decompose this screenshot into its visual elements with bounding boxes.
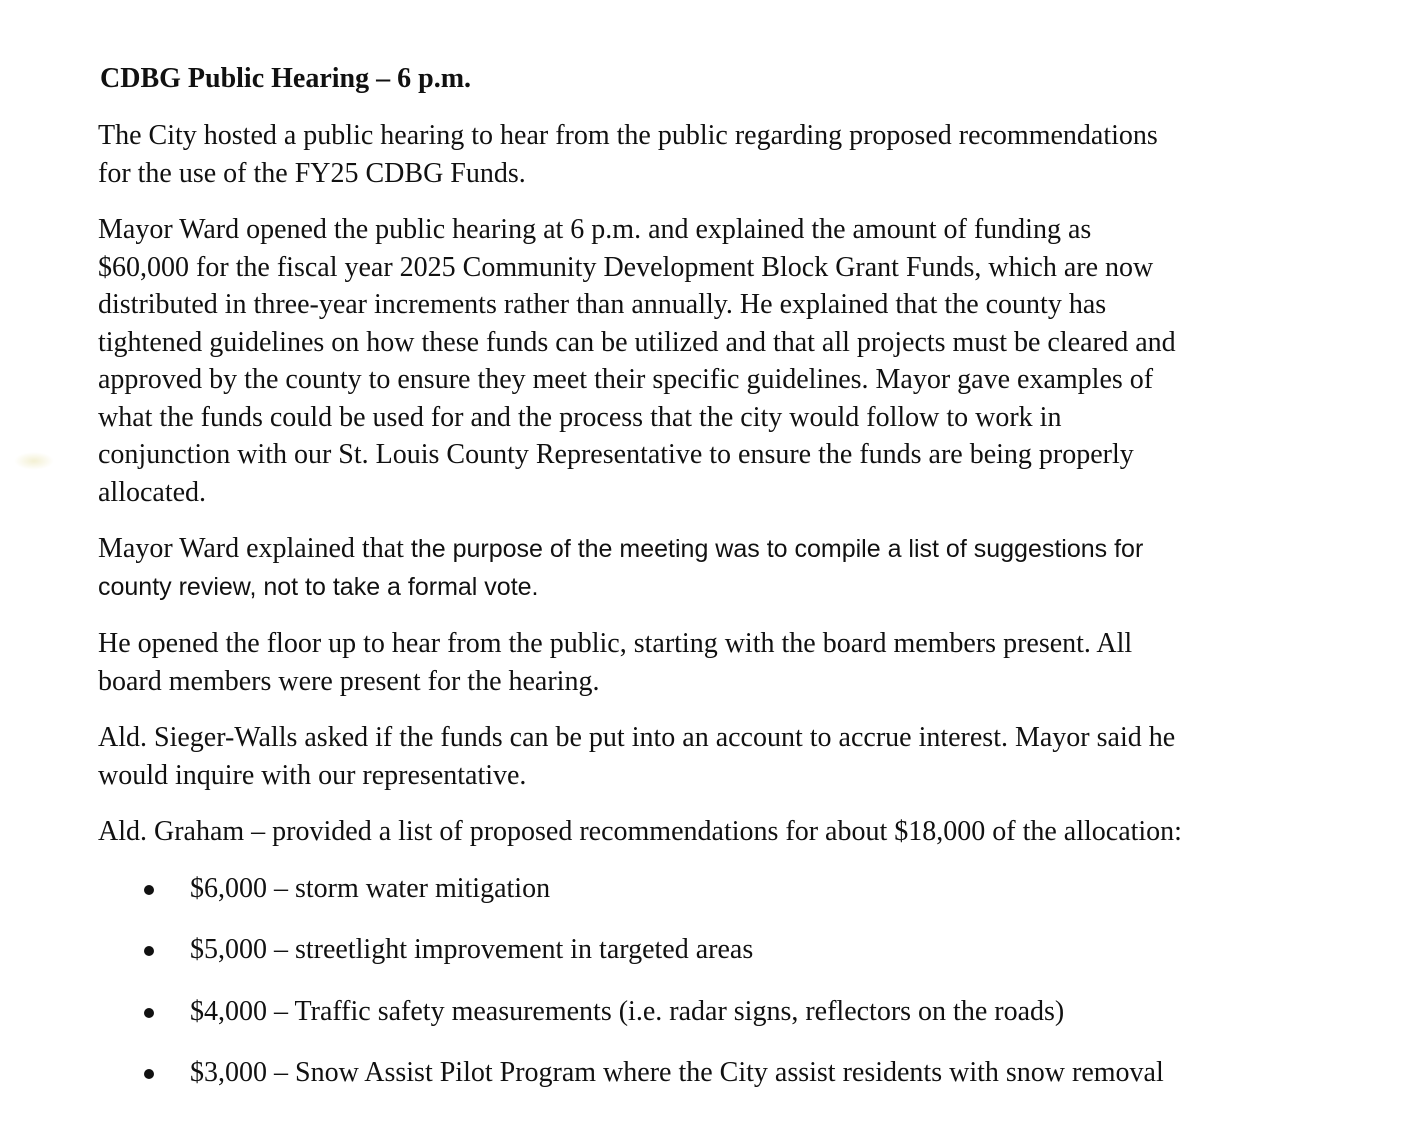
paragraph-sieger-walls [98,719,1348,794]
list-item [98,993,1348,1030]
text-serif-part: Mayor Ward explained that [98,533,411,564]
text-line: Ald. Graham – provided a list of proposed recommendations for about $18,000 of the allocation: [98,816,1182,847]
paragraph-purpose [98,530,1348,606]
paragraph-graham [98,813,1348,851]
section-heading: CDBG Public Hearing – 6 p.m. [100,63,472,94]
text-line: tightened guidelines on how these funds can be utilized and that all projects must be cleared and [98,326,1176,358]
text-line: would inquire with our representative. [98,759,527,791]
text-line: board members were present for the hearing. [98,665,600,697]
text-line: conjunction with our St. Louis County Representative to ensure the funds are being properly [98,439,1134,470]
list-item-text: $3,000 – Snow Assist Pilot Program where the City assist residents with snow removal [190,1057,1164,1088]
list-item [98,931,1348,968]
text-line: approved by the county to ensure they meet their specific guidelines. Mayor gave examples of [98,364,1154,395]
text-line: for the use of the FY25 CDBG Funds. [98,157,526,189]
text-line: He opened the floor up to hear from the public, starting with the board members present. All [98,628,1133,659]
bullet-icon [144,1069,154,1079]
text-line: Mayor Ward opened the public hearing at 6 p.m. and explained the amount of funding as [98,214,1092,245]
text-line: allocated. [98,476,207,508]
text-line: what the funds could be used for and the process that the city would follow to work in [98,401,1062,433]
list-item-text: $4,000 – Traffic safety measurements (i.e. radar signs, reflectors on the roads) [190,995,1065,1027]
text-line: county review, not to take a formal vote. [98,572,539,601]
list-item [98,870,1348,907]
paragraph-floor-open [98,625,1348,700]
paragraph-mayor-opening [98,211,1348,511]
paragraph-intro [98,117,1348,192]
list-item-text: $6,000 – storm water mitigation [190,872,551,904]
list-item-text: $5,000 – streetlight improvement in targeted areas [190,934,754,965]
text-line: $60,000 for the fiscal year 2025 Community Development Block Grant Funds, which are now [98,251,1154,283]
text-line: The City hosted a public hearing to hear from the public regarding proposed recommendations [98,120,1158,151]
text-line [98,530,1348,569]
recommendation-list [98,870,1348,1092]
bullet-icon [144,885,154,895]
document-page [98,60,1348,1116]
list-item [98,1054,1348,1091]
text-line: distributed in three-year increments rather than annually. He explained that the county has [98,289,1107,320]
bullet-icon [144,946,154,956]
text-line: Ald. Sieger-Walls asked if the funds can be put into an account to accrue interest. Mayor said he [98,722,1176,753]
bullet-icon [144,1008,154,1018]
text-sans-part: the purpose of the meeting was to compile a list of suggestions for [410,535,1144,563]
scan-smudge [14,452,54,470]
